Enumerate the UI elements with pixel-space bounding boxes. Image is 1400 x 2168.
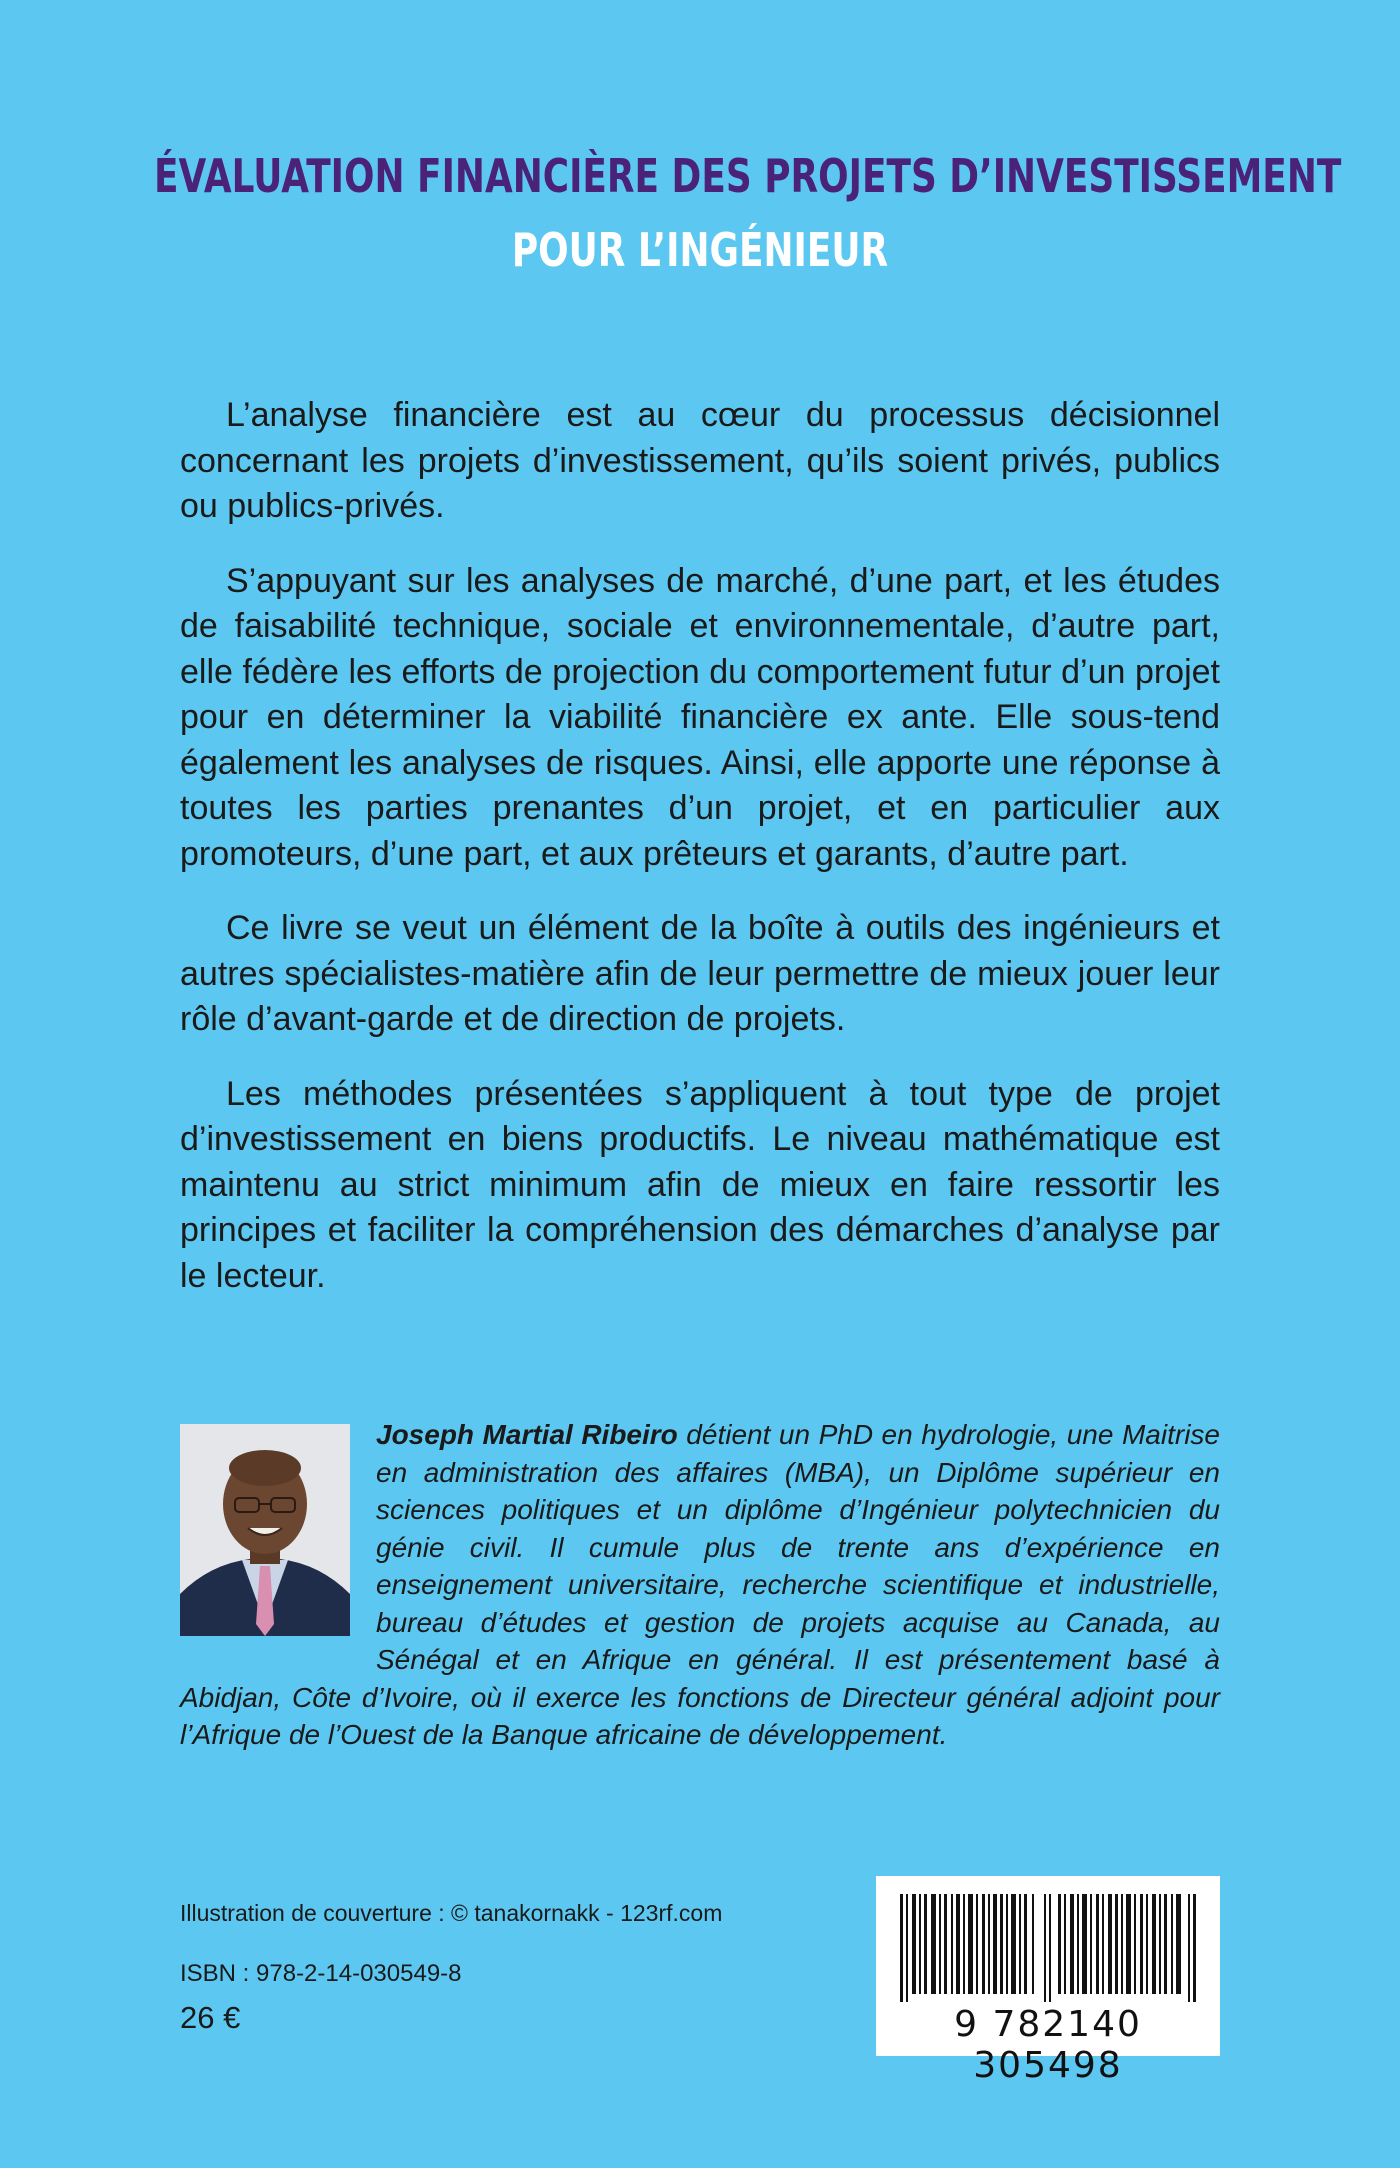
blurb-paragraph-4: Les méthodes présentées s’appliquent à tout type de projet d’investissement en biens productifs. Le niveau mathématique est maintenu au strict minimum afin de mieux en faire ressortir les principes et faciliter la compréhension des démarches d’analyse par le lecteur. xyxy=(180,1074,1220,1295)
barcode xyxy=(876,1876,1220,2086)
author-bio-text: détient un PhD en hydrologie, une Maitrise en administration des affaires (MBA), un Diplôme supérieur en sciences politiques et un diplôme d’Ingénieur polytechnicien du génie civil. Il cumule plus de trente ans d’expérience en enseignement universitaire, recherche scientifique et industrielle, bureau d’études et gestion de projets acquise au Canada, au Sénégal et en Afrique en général. Il est présentement basé à Abidjan, Côte d’Ivoire, où il exerce les fonctions de Directeur général adjoint pour l’Afrique de l’Ouest de la Banque africaine de développement. xyxy=(180,1419,1220,1750)
illustration-credit: Illustration de couverture : © tanakornakk - 123rf.com xyxy=(180,1900,723,1926)
author-block xyxy=(180,1416,1220,1754)
author-portrait-graphic xyxy=(180,1424,350,1636)
isbn: ISBN : 978-2-14-030549-8 xyxy=(180,1960,462,1987)
blurb xyxy=(180,393,1220,1328)
author-name: Joseph Martial Ribeiro xyxy=(376,1419,678,1450)
blurb-paragraph-3: Ce livre se veut un élément de la boîte à outils des ingénieurs et autres spécialistes-matière afin de leur permettre de mieux jouer leur rôle d’avant-garde et de direction de projets. xyxy=(180,909,1220,1038)
blurb-paragraph-1: L’analyse financière est au cœur du processus décisionnel concernant les projets d’investissement, qu’ils soient privés, publics ou publics-privés. xyxy=(180,396,1220,525)
barcode-digits: 9 782140 305498 xyxy=(954,2004,1142,2086)
blurb-paragraph-2: S’appuyant sur les analyses de marché, d’une part, et les études de faisabilité technique, sociale et environnementale, d’autre part, elle fédère les efforts de projection du comportement futur d’un projet pour en déterminer la viabilité financière ex ante. Elle sous-tend également les analyses de risques. Ainsi, elle apporte une réponse à toutes les parties prenantes d’un projet, et en particulier aux promoteurs, d’une part, et aux prêteurs et garants, d’autre part. xyxy=(180,561,1220,873)
barcode-bars xyxy=(896,1894,1200,2002)
author-photo xyxy=(180,1424,350,1636)
book-title: ÉVALUATION FINANCIÈRE DES PROJETS D’INVESTISSEMENT xyxy=(154,149,1342,203)
book-subtitle: POUR L’INGÉNIEUR xyxy=(511,223,889,277)
cover-title-block xyxy=(0,140,1400,284)
price: 26 € xyxy=(180,2000,241,2035)
